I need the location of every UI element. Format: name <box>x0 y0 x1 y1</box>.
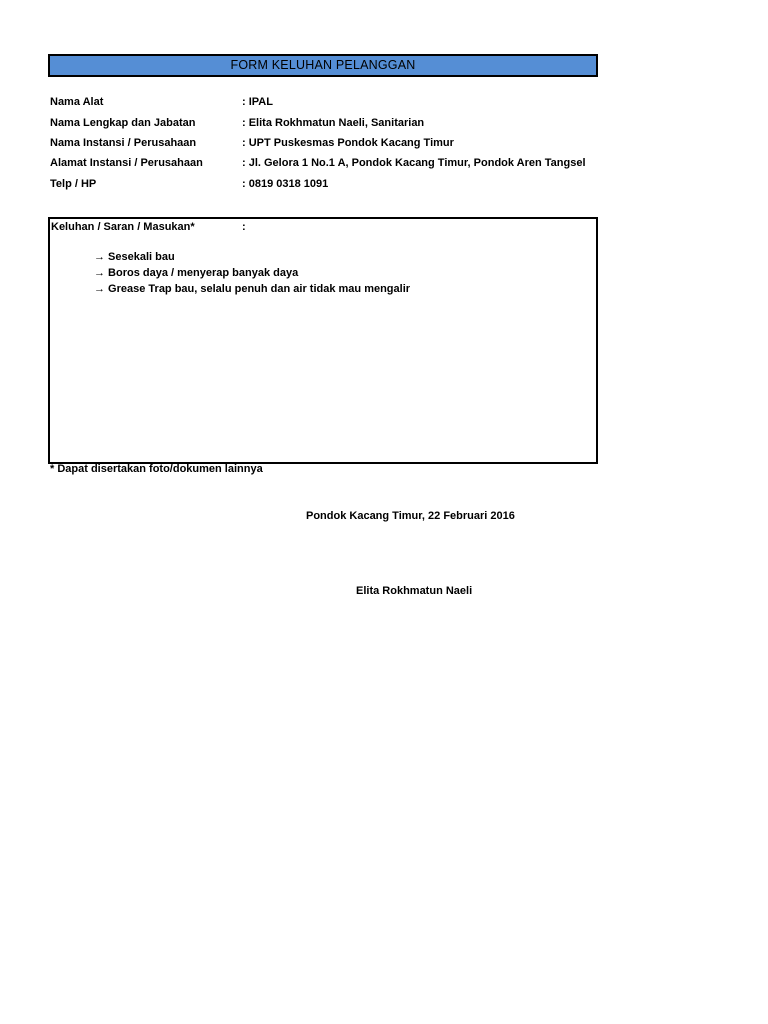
complaint-item: → Sesekali bau <box>94 251 175 263</box>
complaint-label: Keluhan / Saran / Masukan* <box>51 221 195 233</box>
footnote: * Dapat disertakan foto/dokumen lainnya <box>50 463 263 475</box>
field-value: : Jl. Gelora 1 No.1 A, Pondok Kacang Timur, Pondok Aren Tangsel <box>242 157 586 169</box>
field-value: : Elita Rokhmatun Naeli, Sanitarian <box>242 117 425 129</box>
field-label: Nama Instansi / Perusahaan <box>50 137 197 149</box>
field-label: Nama Lengkap dan Jabatan <box>50 117 196 129</box>
form-title: FORM KELUHAN PELANGGAN <box>48 54 598 77</box>
signer-name: Elita Rokhmatun Naeli <box>356 585 473 597</box>
complaint-item: → Boros daya / menyerap banyak daya <box>94 267 299 279</box>
field-label: Alamat Instansi / Perusahaan <box>50 157 203 169</box>
complaint-box <box>48 217 598 464</box>
complaint-list <box>94 249 410 297</box>
field-value: : UPT Puskesmas Pondok Kacang Timur <box>242 137 454 149</box>
complaint-item: → Grease Trap bau, selalu penuh dan air tidak mau mengalir <box>94 283 411 295</box>
field-label: Nama Alat <box>50 96 104 108</box>
field-label: Telp / HP <box>50 178 97 190</box>
field-value: : IPAL <box>242 96 273 108</box>
field-value: : 0819 0318 1091 <box>242 178 329 190</box>
complaint-colon: : <box>242 221 246 233</box>
place-date: Pondok Kacang Timur, 22 Februari 2016 <box>306 510 515 522</box>
